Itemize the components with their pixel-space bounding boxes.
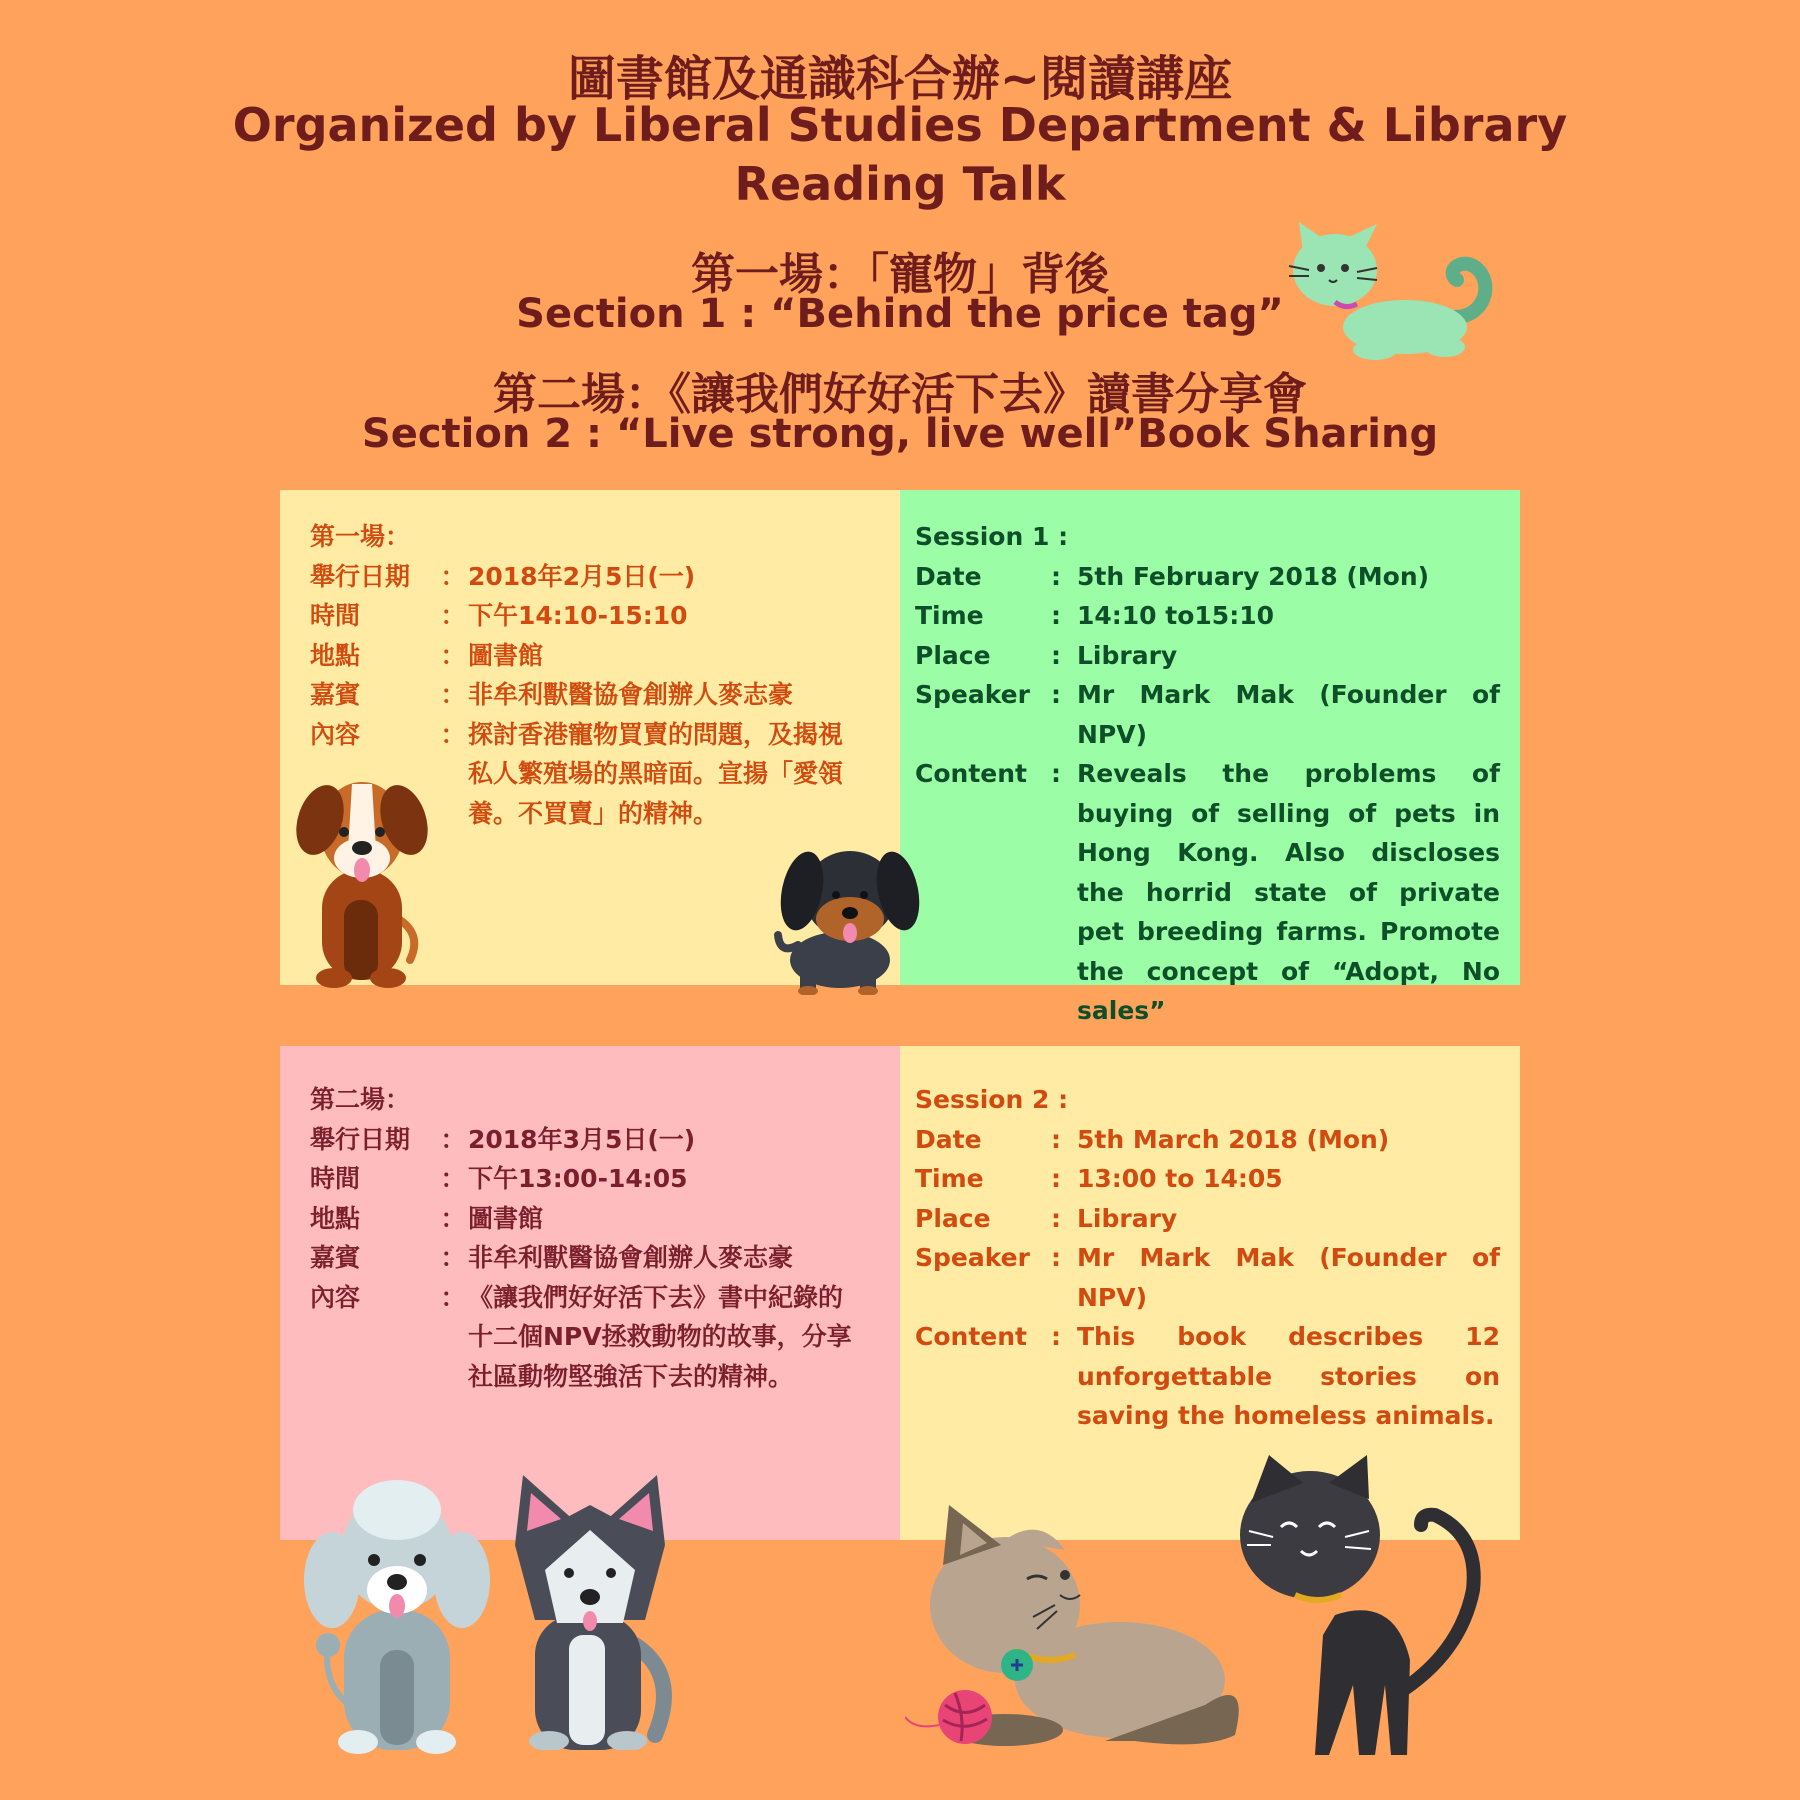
row-value: 5th March 2018 (Mon) xyxy=(1077,1124,1390,1154)
session2-en-heading: Session 2 : xyxy=(915,1085,1069,1114)
row-colon: : xyxy=(1051,1203,1061,1233)
row-colon: : xyxy=(1051,1322,1061,1351)
row-colon: : xyxy=(1051,1164,1061,1193)
info-row xyxy=(915,1238,1500,1317)
row-label: 內容 xyxy=(310,719,361,749)
row-value: 5th February 2018 (Mon) xyxy=(1077,561,1430,591)
row-colon: : xyxy=(1051,640,1061,670)
session2-zh-info xyxy=(310,1080,855,1396)
row-value: 下午13:00-14:05 xyxy=(468,1164,688,1193)
page-subtitle: Reading Talk xyxy=(734,157,1066,211)
row-value: 2018年2月5日(一) xyxy=(468,561,696,591)
page-title-en: Organized by Liberal Studies Department & Library xyxy=(232,98,1568,152)
row-colon: ： xyxy=(440,1124,466,1154)
session2-en-info xyxy=(915,1080,1500,1436)
session1-en-info xyxy=(915,517,1500,1031)
row-colon: ： xyxy=(440,680,466,709)
info-row xyxy=(915,675,1500,754)
session1-zh-heading: 第一場： xyxy=(310,522,411,551)
section2-title-zh: 第二場：《讓我們好好活下去》讀書分享會 xyxy=(493,369,1307,420)
page-title-zh: 圖書館及通識科合辦~閱讀講座 xyxy=(567,51,1233,107)
row-value: 14:10 to15:10 xyxy=(1077,601,1274,630)
info-row xyxy=(310,675,855,715)
row-label: 地點 xyxy=(310,640,361,670)
row-label: Place xyxy=(915,1203,991,1233)
husky-icon xyxy=(505,1475,675,1750)
info-row xyxy=(310,1199,855,1239)
row-value: 13:00 to 14:05 xyxy=(1077,1164,1283,1193)
row-colon: ： xyxy=(440,1164,466,1193)
row-label: Speaker xyxy=(915,680,1030,709)
row-label: 舉行日期 xyxy=(310,561,411,591)
tabby-cat-with-yarn-icon xyxy=(905,1505,1250,1755)
black-puppy-icon xyxy=(770,835,930,995)
green-cat-icon xyxy=(1285,222,1500,370)
row-label: 內容 xyxy=(310,1282,361,1312)
row-colon: : xyxy=(1051,561,1061,591)
info-row xyxy=(310,1238,855,1278)
row-value: 下午14:10-15:10 xyxy=(468,601,688,630)
row-label: Date xyxy=(915,561,982,591)
row-value: 《讓我們好好活下去》書中紀錄的十二個NPV拯救動物的故事，分享社區動物堅強活下去的精神。 xyxy=(468,1282,852,1391)
row-label: Content xyxy=(915,1322,1027,1351)
session2-zh-heading: 第二場： xyxy=(310,1085,411,1114)
info-row xyxy=(915,1159,1500,1199)
info-row xyxy=(310,636,855,676)
row-label: Place xyxy=(915,640,991,670)
row-label: Time xyxy=(915,1164,984,1193)
info-row xyxy=(915,1120,1500,1160)
row-colon: : xyxy=(1051,680,1061,709)
row-value: 圖書館 xyxy=(468,1203,544,1233)
session1-en-heading: Session 1 : xyxy=(915,522,1069,551)
row-label: 嘉賓 xyxy=(310,680,361,709)
row-value: 非牟利獸醫協會創辦人麥志豪 xyxy=(468,1243,794,1272)
row-value: Library xyxy=(1077,640,1178,670)
row-label: Time xyxy=(915,601,984,630)
row-label: Date xyxy=(915,1124,982,1154)
row-value: 探討香港寵物買賣的問題，及揭視私人繁殖場的黑暗面。宣揚「愛領養。不買賣」的精神。 xyxy=(468,719,844,828)
info-row xyxy=(915,636,1500,676)
section1-title-en: Section 1 : “Behind the price tag” xyxy=(516,291,1284,337)
beagle-dog-icon xyxy=(292,770,432,990)
row-colon: : xyxy=(1051,1124,1061,1154)
info-row xyxy=(310,1278,855,1397)
row-colon: ： xyxy=(440,561,466,591)
row-colon: ： xyxy=(440,1203,466,1233)
row-value: 非牟利獸醫協會創辦人麥志豪 xyxy=(468,680,794,709)
row-label: Content xyxy=(915,759,1027,788)
row-label: 時間 xyxy=(310,1164,361,1193)
info-row xyxy=(310,1120,855,1160)
info-row xyxy=(915,1317,1500,1436)
row-label: 舉行日期 xyxy=(310,1124,411,1154)
info-row xyxy=(915,754,1500,1031)
row-value: Library xyxy=(1077,1203,1178,1233)
row-colon: : xyxy=(1051,759,1061,788)
row-colon: : xyxy=(1051,601,1061,630)
poodle-icon xyxy=(302,1460,492,1755)
row-colon: ： xyxy=(440,640,466,670)
row-value: This book describes 12 unforgettable stories on saving the homeless animals. xyxy=(1077,1322,1500,1430)
info-row xyxy=(915,596,1500,636)
row-colon: ： xyxy=(440,601,466,630)
row-colon: ： xyxy=(440,719,466,749)
row-colon: ： xyxy=(440,1243,466,1272)
info-row xyxy=(915,557,1500,597)
black-cat-icon xyxy=(1235,1455,1500,1770)
row-value: 2018年3月5日(一) xyxy=(468,1124,696,1154)
section2-title-en: Section 2 : “Live strong, live well”Book Sharing xyxy=(361,411,1439,457)
info-row xyxy=(310,1159,855,1199)
row-value: Mr Mark Mak (Founder of NPV) xyxy=(1077,1243,1500,1312)
row-label: 嘉賓 xyxy=(310,1243,361,1272)
info-row xyxy=(915,1199,1500,1239)
info-row xyxy=(310,557,855,597)
row-value: Mr Mark Mak (Founder of NPV) xyxy=(1077,680,1500,749)
info-row xyxy=(310,596,855,636)
row-value: Reveals the problems of buying of selling of pets in Hong Kong. Also discloses the horrid state of private pet breeding farms. Promote the concept of “Adopt, No sales” xyxy=(1077,759,1500,1025)
row-colon: ： xyxy=(440,1282,466,1312)
row-label: 時間 xyxy=(310,601,361,630)
row-label: Speaker xyxy=(915,1243,1030,1272)
row-label: 地點 xyxy=(310,1203,361,1233)
row-value: 圖書館 xyxy=(468,640,544,670)
row-colon: : xyxy=(1051,1243,1061,1272)
section1-title-zh: 第一場：「寵物」背後 xyxy=(691,249,1109,300)
